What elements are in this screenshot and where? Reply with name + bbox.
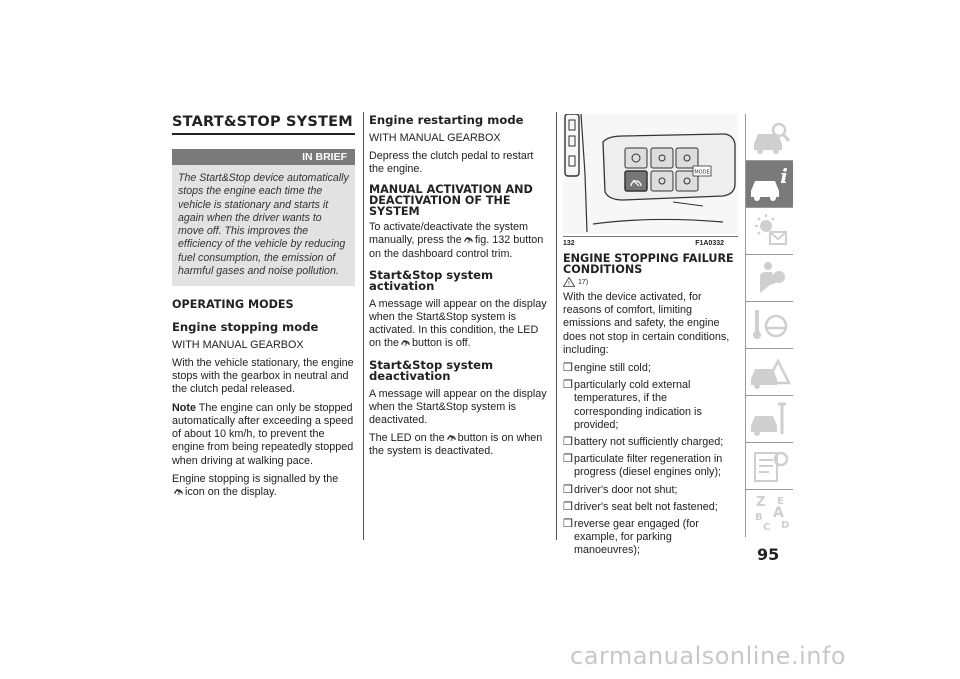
start-stop-icon — [463, 234, 474, 244]
watermark: carmanualsonline.info — [570, 642, 847, 670]
manual-paragraph — [369, 221, 549, 261]
svg-text:A: A — [177, 492, 180, 496]
airbag-safety-icon — [746, 255, 793, 301]
car-search-icon — [746, 114, 793, 160]
tab-knowing-your-car[interactable] — [746, 114, 793, 161]
svg-text:Z: Z — [756, 495, 766, 510]
svg-text:A: A — [773, 505, 784, 521]
stopping-gearbox-label: WITH MANUAL GEARBOX — [172, 338, 304, 351]
warning-icon — [563, 277, 575, 287]
tab-technical-specifications[interactable] — [746, 443, 793, 490]
middle-column — [369, 112, 549, 464]
section-title: START&STOP SYSTEM — [172, 114, 353, 130]
list-item: ❒driver's door not shut; — [563, 483, 678, 496]
signal-text-b: icon on the display. — [185, 485, 277, 498]
activation-text-a: A message will appear on the display when the Start&Stop system is activated. In this condition, the LED on the — [369, 297, 547, 350]
activation-heading: Start&Stop system activation — [369, 267, 494, 294]
signal-text-a: Engine stopping is signalled by the — [172, 472, 339, 485]
lights-message-icon — [746, 208, 793, 254]
note-label: Note — [172, 401, 196, 414]
figure-code: F1A0332 — [695, 240, 724, 247]
warning-ref-text: 17) — [578, 278, 589, 286]
tab-dashboard-info[interactable] — [746, 161, 793, 208]
tab-in-an-emergency[interactable] — [746, 349, 793, 396]
svg-text:B: B — [755, 512, 763, 523]
manual-text-a: To activate/deactivate the system manually, press the — [369, 221, 529, 247]
conditions-list — [563, 362, 738, 558]
activation-paragraph — [369, 298, 549, 351]
list-item: ❒engine still cold; — [563, 362, 651, 375]
svg-text:i: i — [780, 164, 788, 188]
right-column — [563, 114, 738, 562]
manual-activation-heading: MANUAL ACTIVATION AND DEACTIVATION OF THE SYSTEM — [369, 183, 533, 219]
svg-text:A: A — [404, 343, 407, 348]
mode-label: MODE — [694, 169, 710, 176]
car-maintenance-icon — [746, 396, 793, 442]
list-item: ❒reverse gear engaged (for example, for parking manoeuvres); — [563, 518, 699, 557]
column-divider — [556, 112, 557, 540]
svg-text:A: A — [449, 438, 453, 443]
failure-intro: With the device activated, for reasons of comfort, limiting emissions and safety, the engine does not stop in certain conditions, including: — [563, 291, 730, 356]
led-text-a: The LED on the — [369, 432, 445, 445]
page-number: 95 — [757, 545, 780, 564]
technical-data-icon — [746, 443, 793, 489]
start-stop-icon — [400, 337, 411, 347]
note-text: The engine can only be stopped automatically after exceeding a speed of about 10 km/h, to prevent the engine from being repeatedly stopped when driving at walking pace. — [172, 401, 354, 467]
figure-caption — [563, 236, 738, 247]
tab-safety[interactable] — [746, 255, 793, 302]
tab-index[interactable] — [746, 490, 793, 536]
dashboard-figure — [563, 114, 738, 234]
warning-reference — [563, 277, 738, 287]
tab-starting-driving[interactable] — [746, 302, 793, 349]
start-stop-icon — [173, 486, 184, 496]
manual-text-b: fig. 132 button on the dashboard control trim. — [369, 234, 544, 260]
deactivation-paragraph: A message will appear on the display when the Start&Stop system is deactivated. — [369, 387, 547, 426]
signal-paragraph — [172, 473, 355, 499]
column-divider — [363, 112, 364, 540]
list-item: ❒battery not sufficiently charged; — [563, 436, 724, 449]
dashboard-illustration — [563, 114, 738, 234]
svg-text:A: A — [467, 240, 470, 245]
svg-text:E: E — [777, 496, 784, 507]
operating-modes-heading: OPERATING MODES — [172, 298, 294, 312]
car-info-icon — [746, 161, 793, 207]
tab-servicing-care[interactable] — [746, 396, 793, 443]
alphabetical-index-icon — [746, 490, 793, 536]
led-text-b: button is on when the system is deactivated. — [369, 432, 543, 458]
start-stop-icon — [446, 432, 457, 442]
failure-conditions-heading: ENGINE STOPPING FAILURE CONDITIONS — [563, 252, 734, 276]
list-item: ❒driver's seat belt not fastened; — [563, 500, 718, 513]
stopping-paragraph: With the vehicle stationary, the engine stops with the gearbox in neutral and the clutch pedal released. — [172, 357, 354, 396]
figure-number: 132 — [563, 240, 575, 247]
activation-text-b: button is off. — [412, 337, 471, 350]
engine-stopping-heading: Engine stopping mode — [172, 320, 319, 335]
deactivation-heading: Start&Stop system deactivation — [369, 357, 494, 384]
led-paragraph — [369, 432, 549, 458]
tab-lights-messages[interactable] — [746, 208, 793, 255]
car-warning-icon — [746, 349, 793, 395]
svg-text:C: C — [763, 522, 771, 533]
key-steering-icon — [746, 302, 793, 348]
note-paragraph — [172, 402, 355, 468]
left-column — [172, 112, 355, 504]
in-brief-label: IN BRIEF — [172, 149, 355, 165]
list-item: ❒particularly cold external temperatures, if the corresponding indication is provided; — [563, 379, 702, 431]
list-item: ❒particulate filter regeneration in progress (diesel engines only); — [563, 453, 723, 479]
in-brief-text: The Start&Stop device automatically stops the engine each time the vehicle is stationary and starts it again when the driver wants to move off. This improves the efficiency of the vehicle by reducing fuel consumption, the emission of harmful gases and noise pollution. — [172, 165, 355, 286]
restart-paragraph: Depress the clutch pedal to restart the engine. — [369, 149, 534, 175]
engine-restarting-heading: Engine restarting mode — [369, 113, 524, 127]
title-rule — [172, 133, 355, 135]
restart-gearbox-label: WITH MANUAL GEARBOX — [369, 131, 501, 144]
svg-text:!: ! — [567, 280, 571, 287]
svg-text:D: D — [781, 520, 790, 531]
